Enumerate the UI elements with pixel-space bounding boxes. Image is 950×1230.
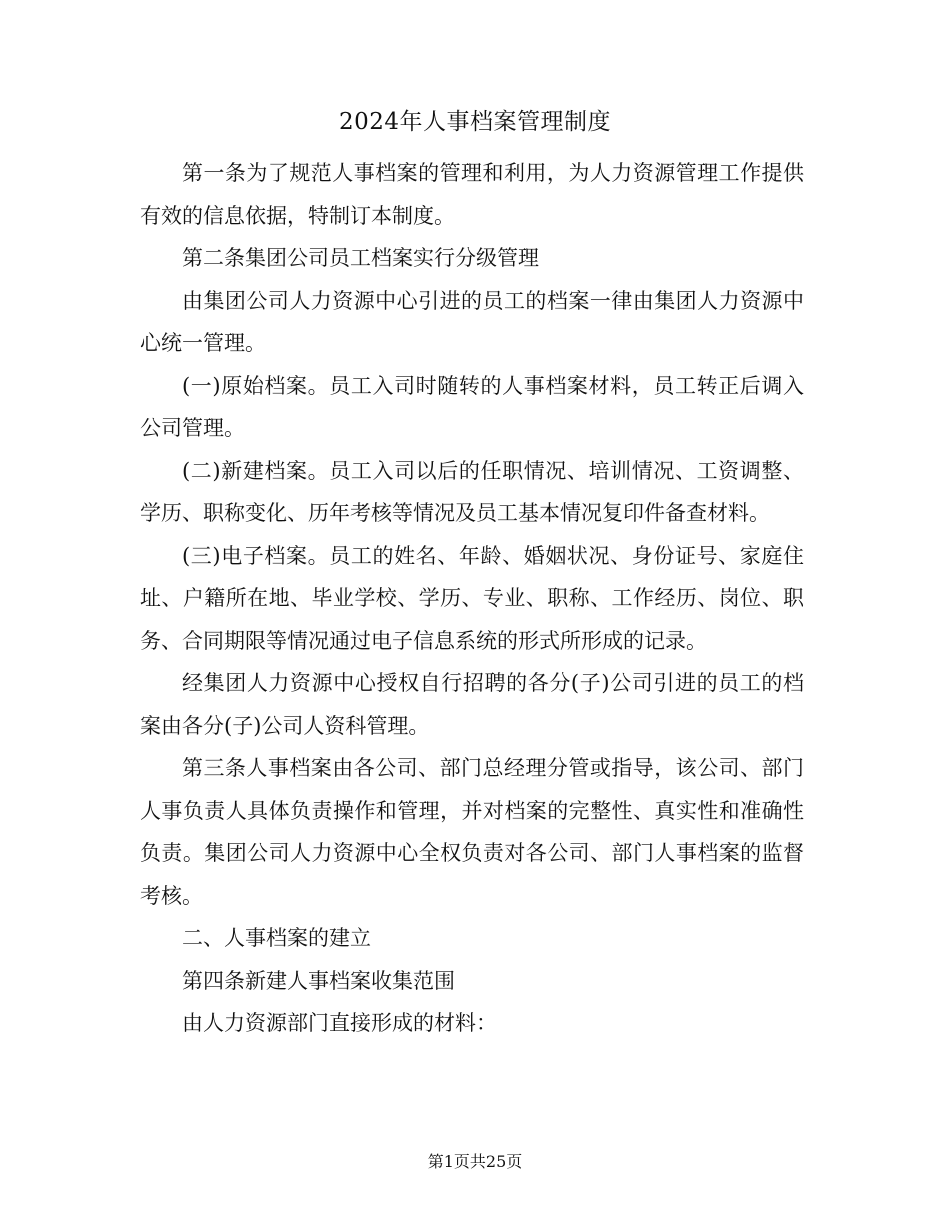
page-number-footer: 第1页共25页 xyxy=(427,1152,523,1171)
paragraph-article-3: 第三条人事档案由各公司、部门总经理分管或指导，该公司、部门人事负责人具体负责操作和管理，并对档案的完整性、真实性和准确性负责。集团公司人力资源中心全权负责对各公司、部门人事档案的监督考核。 xyxy=(140,756,804,908)
paragraph-hr-materials: 由人力资源部门直接形成的材料： xyxy=(182,1011,497,1035)
paragraph-new-archive: (二)新建档案。员工入司以后的任职情况、培训情况、工资调整、学历、职称变化、历年考核等情况及员工基本情况复印件备查材料。 xyxy=(140,458,804,525)
paragraph-electronic-archive: (三)电子档案。员工的姓名、年龄、婚姻状况、身份证号、家庭住址、户籍所在地、毕业学校、学历、专业、职称、工作经历、岗位、职务、合同期限等情况通过电子信息系统的形式所形成的记录。 xyxy=(140,543,804,653)
section-heading-2: 二、人事档案的建立 xyxy=(182,926,371,950)
paragraph-article-4: 第四条新建人事档案收集范围 xyxy=(182,968,455,993)
document-title: 2024年人事档案管理制度 xyxy=(338,109,612,135)
document-body xyxy=(140,152,804,1045)
paragraph-original-archive: (一)原始档案。员工入司时随转的人事档案材料，员工转正后调入公司管理。 xyxy=(140,373,804,440)
paragraph-article-1: 第一条为了规范人事档案的管理和利用，为人力资源管理工作提供有效的信息依据，特制订本制度。 xyxy=(140,161,804,228)
paragraph-group-hr: 由集团公司人力资源中心引进的员工的档案一律由集团人力资源中心统一管理。 xyxy=(140,288,804,355)
paragraph-subsidiary-archive: 经集团人力资源中心授权自行招聘的各分(子)公司引进的员工的档案由各分(子)公司人资科管理。 xyxy=(140,671,804,738)
paragraph-article-2: 第二条集团公司员工档案实行分级管理 xyxy=(182,246,539,270)
